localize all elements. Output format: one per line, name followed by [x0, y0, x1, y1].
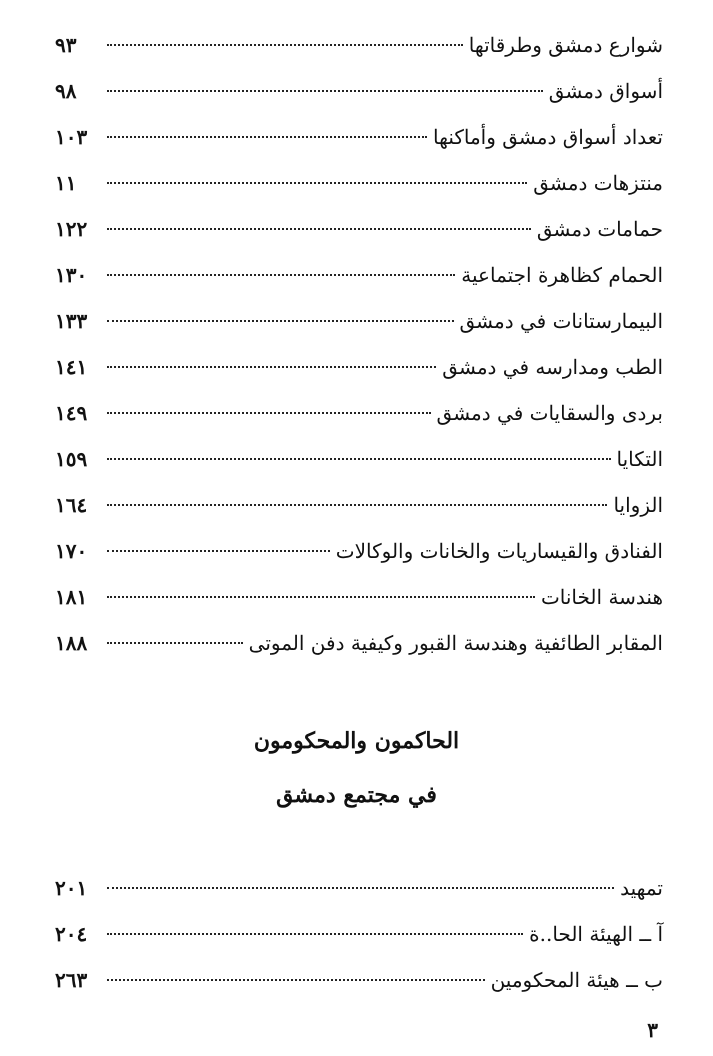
section-heading-line-2: في مجتمع دمشق [276, 782, 437, 808]
toc-entry-page: ٢٦٣ [55, 968, 88, 992]
toc-entry-page: ١٠٣ [55, 125, 88, 149]
toc-entry [55, 620, 663, 666]
toc-entry [55, 298, 663, 344]
toc-entry [55, 574, 663, 620]
toc-entry [55, 68, 663, 114]
toc-entry-page: ١٥٩ [55, 447, 88, 471]
table-of-contents-bottom [55, 865, 663, 1003]
section-heading-line-1: الحاكمون والمحكومون [253, 728, 460, 754]
toc-entry-title: المقابر الطائفية وهندسة القبور وكيفية دفن الموتى [248, 631, 663, 655]
dot-leader [107, 504, 607, 506]
toc-entry-title: شوارع دمشق وطرقاتها [468, 33, 663, 57]
toc-entry [55, 206, 663, 252]
toc-entry-page: ١٨٨ [55, 631, 88, 655]
dot-leader [107, 642, 243, 644]
table-of-contents-top [55, 22, 663, 666]
toc-entry-title: التكايا [616, 447, 663, 471]
toc-entry-title: البيمارستانات في دمشق [459, 309, 663, 333]
toc-entry-title: أسواق دمشق [548, 79, 663, 103]
page-number: ٣ [647, 1018, 658, 1042]
toc-entry [55, 482, 663, 528]
dot-leader [107, 90, 543, 92]
dot-leader [107, 228, 531, 230]
toc-entry-page: ١٧٠ [55, 539, 88, 563]
dot-leader [107, 596, 535, 598]
dot-leader [107, 274, 455, 276]
dot-leader [107, 887, 614, 889]
toc-entry-title: آ ــ الهيئة الحا..ة [529, 922, 663, 946]
toc-entry-title: الفنادق والقيساريات والخانات والوكالات [335, 539, 663, 563]
dot-leader [107, 320, 454, 322]
toc-entry [55, 160, 663, 206]
toc-entry-title: تمهيد [620, 876, 663, 900]
dot-leader [107, 458, 611, 460]
dot-leader [107, 979, 485, 981]
toc-entry-title: هندسة الخانات [540, 585, 663, 609]
toc-entry-page: ٩٨ [55, 79, 77, 103]
toc-entry-page: ١٣٠ [55, 263, 88, 287]
dot-leader [107, 136, 427, 138]
toc-entry-page: ١٦٤ [55, 493, 88, 517]
toc-entry-page: ٢٠١ [55, 876, 88, 900]
toc-entry [55, 911, 663, 957]
dot-leader [107, 44, 463, 46]
toc-entry-title: تعداد أسواق دمشق وأماكنها [433, 125, 663, 149]
toc-entry-title: الحمام كظاهرة اجتماعية [461, 263, 663, 287]
toc-entry [55, 344, 663, 390]
toc-entry-title: الزوايا [613, 493, 663, 517]
toc-entry-page: ١٤٩ [55, 401, 88, 425]
toc-entry [55, 865, 663, 911]
toc-entry-page: ٢٠٤ [55, 922, 88, 946]
toc-entry-title: حمامات دمشق [536, 217, 663, 241]
dot-leader [107, 550, 330, 552]
toc-entry [55, 22, 663, 68]
toc-entry [55, 957, 663, 1003]
toc-entry [55, 114, 663, 160]
toc-entry [55, 252, 663, 298]
toc-entry-title: ب ــ هيئة المحكومين [490, 968, 663, 992]
toc-entry-title: الطب ومدارسه في دمشق [442, 355, 663, 379]
toc-entry-page: ١٣٣ [55, 309, 88, 333]
dot-leader [107, 412, 431, 414]
toc-entry-page: ١٢٢ [55, 217, 88, 241]
toc-entry-title: منتزهات دمشق [533, 171, 663, 195]
toc-entry-page: ١١ [55, 171, 77, 195]
dot-leader [107, 366, 436, 368]
toc-entry-page: ١٤١ [55, 355, 88, 379]
dot-leader [107, 182, 527, 184]
toc-entry-page: ١٨١ [55, 585, 88, 609]
toc-entry [55, 528, 663, 574]
toc-entry-title: بردى والسقايات في دمشق [436, 401, 663, 425]
dot-leader [107, 933, 523, 935]
toc-entry-page: ٩٣ [55, 33, 77, 57]
toc-entry [55, 436, 663, 482]
toc-entry [55, 390, 663, 436]
